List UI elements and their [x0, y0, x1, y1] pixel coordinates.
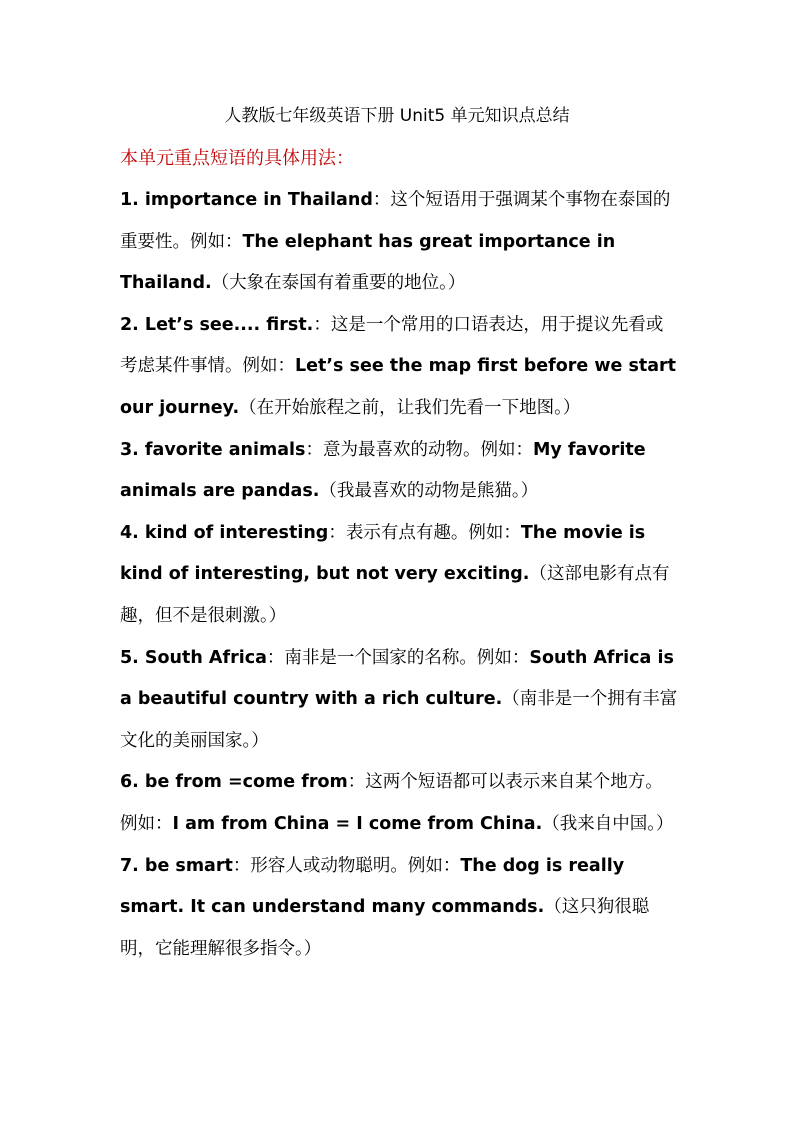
phrase-example: The elephant has great importance in Thailand.	[120, 231, 616, 294]
phrase-translation: （南非是一个拥有丰富文化的美丽国家。）	[120, 689, 678, 751]
phrase-explanation: ：意为最喜欢的动物。例如：	[305, 439, 533, 460]
phrase-translation: （在开始旅程之前，让我们先看一下地图。）	[239, 397, 581, 418]
phrase-explanation: ：表示有点有趣。例如：	[328, 522, 521, 543]
phrase-example: The dog is really smart. It can understand many commands.	[120, 855, 625, 918]
phrase-example: My favorite animals are pandas.	[120, 439, 646, 502]
phrase-translation: （我来自中国。）	[542, 813, 674, 834]
phrase-example: I am from China = I come from China.	[172, 813, 543, 834]
phrase-explanation: ：南非是一个国家的名称。例如：	[266, 647, 530, 668]
phrase-term: 4. kind of interesting	[120, 522, 329, 543]
phrase-term: 2. Let’s see.... first.	[120, 314, 314, 335]
phrase-item-7	[120, 846, 678, 971]
phrase-explanation: ：形容人或动物聪明。例如：	[232, 855, 461, 876]
section-heading: 本单元重点短语的具体用法：	[120, 148, 354, 169]
document-title: 人教版七年级英语下册 Unit5 单元知识点总结	[224, 106, 570, 126]
phrase-explanation: ：这两个短语都可以表示来自某个地方。例如：	[120, 772, 663, 834]
phrase-item-6	[120, 762, 678, 845]
phrase-term: 5. South Africa	[120, 647, 267, 668]
phrase-explanation: ：这是一个常用的口语表达，用于提议先看或考虑某件事情。例如：	[120, 314, 664, 377]
phrase-translation: （我最喜欢的动物是熊猫。）	[319, 481, 539, 502]
phrase-item-1	[120, 180, 678, 305]
phrase-list	[120, 180, 678, 970]
phrase-item-2	[120, 305, 678, 430]
phrase-example: The movie is kind of interesting, but not very exciting.	[120, 522, 646, 585]
phrase-translation: （这部电影有点有趣，但不是很刺激。）	[120, 564, 670, 626]
phrase-translation: （大象在泰国有着重要的地位。）	[211, 273, 466, 294]
phrase-item-3	[120, 430, 678, 513]
phrase-translation: （这只狗很聪明，它能理解很多指令。）	[120, 897, 650, 959]
phrase-example: Let’s see the map first before we start our journey.	[120, 356, 677, 418]
phrase-item-4	[120, 513, 678, 638]
phrase-term: 3. favorite animals	[120, 439, 306, 460]
phrase-term: 6. be from =come from	[120, 772, 348, 793]
phrase-item-5	[120, 638, 678, 763]
phrase-term: 1. importance in Thailand	[120, 190, 373, 210]
phrase-explanation: ：这个短语用于强调某个事物在泰国的重要性。例如：	[120, 190, 671, 252]
phrase-term: 7. be smart	[120, 855, 233, 876]
phrase-example: South Africa is a beautiful country with a rich culture.	[120, 647, 674, 710]
